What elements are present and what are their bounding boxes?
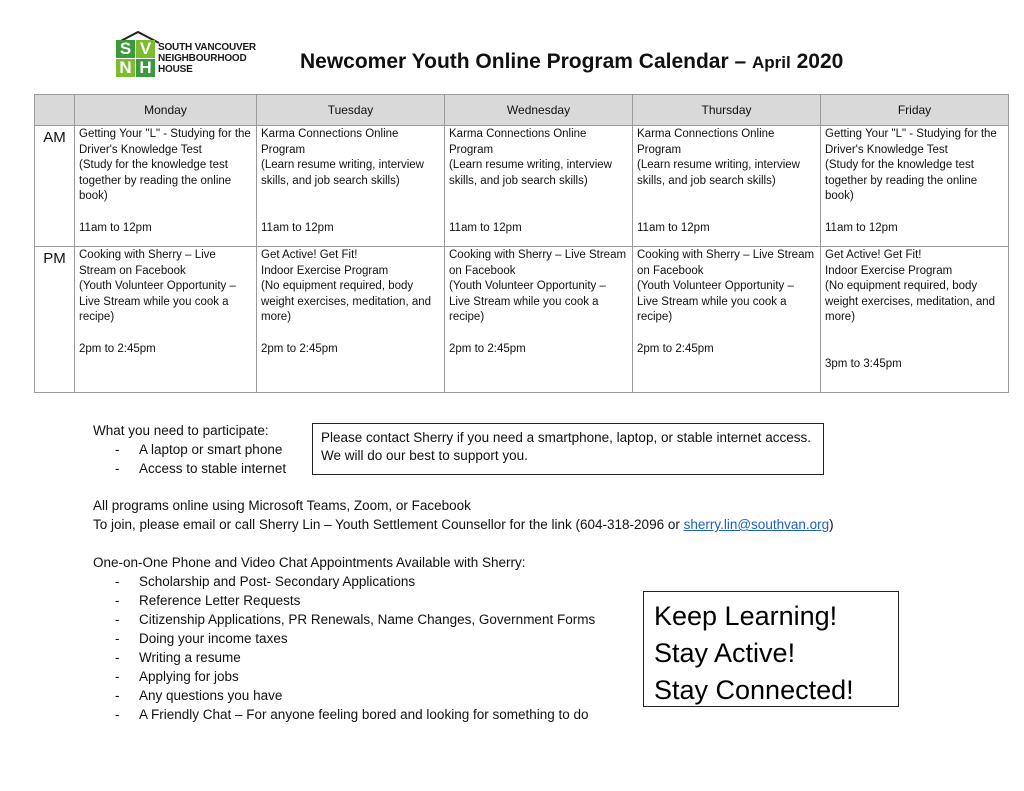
support-notice-box [312, 423, 824, 475]
title-year: 2020 [796, 50, 844, 73]
program-cell [821, 247, 1009, 393]
list-item: - Any questions you have [93, 686, 595, 705]
list-item: - Doing your income taxes [93, 629, 595, 648]
slogan-line: Stay Connected! [654, 675, 854, 705]
logo-letter-v: V [136, 40, 155, 58]
platforms-line: All programs online using Microsoft Teams, Zoom, or Facebook [93, 498, 471, 513]
program-text: Karma Connections Online Program (Learn resume writing, interview skills, and job search skills) 11am to 12pm [637, 128, 800, 234]
program-text: Getting Your "L" - Studying for the Driver's Knowledge Test (Study for the knowledge test together by reading the online book) 11am to 12pm [825, 128, 997, 234]
table-header-row [35, 95, 1009, 126]
day-header: Wednesday [445, 95, 633, 126]
program-text: Get Active! Get Fit! Indoor Exercise Program (No equipment required, body weight exercises, meditation, and more) 3pm to 3:45pm [825, 249, 996, 371]
program-text: Karma Connections Online Program (Learn resume writing, interview skills, and job search skills) 11am to 12pm [449, 128, 612, 234]
requirements-section [93, 421, 286, 478]
support-notice-text: Please contact Sherry if you need a smartphone, laptop, or stable internet access. We will do our best to support you. [321, 430, 812, 463]
program-cell [445, 247, 633, 393]
program-text: Cooking with Sherry – Live Stream on Facebook (Youth Volunteer Opportunity – Live Stream while you cook a recipe) 2pm to 2:45pm [449, 249, 627, 355]
logo-letter-h: H [136, 59, 155, 77]
program-text: Cooking with Sherry – Live Stream on Facebook (Youth Volunteer Opportunity – Live Stream while you cook a recipe) 2pm to 2:45pm [79, 249, 236, 355]
corner-cell [35, 95, 75, 126]
online-info [93, 496, 834, 534]
program-cell [257, 126, 445, 247]
join-text-end: ) [829, 517, 834, 532]
logo-letter-s: S [116, 40, 135, 58]
logo-mark [116, 40, 156, 78]
list-item: - A Friendly Chat – For anyone feeling bored and looking for something to do [93, 705, 595, 724]
program-text: Get Active! Get Fit! Indoor Exercise Program (No equipment required, body weight exercises, meditation, and more) 2pm to 2:45pm [261, 249, 432, 355]
program-cell [75, 126, 257, 247]
join-text: To join, please email or call Sherry Lin – Youth Settlement Counsellor for the link (604-318-2096 or [93, 517, 684, 532]
title-month: April [752, 53, 791, 72]
program-cell [633, 247, 821, 393]
list-item: - A laptop or smart phone [93, 440, 286, 459]
join-line [93, 515, 834, 534]
day-header: Friday [821, 95, 1009, 126]
program-calendar-table [34, 94, 1009, 393]
program-cell [821, 126, 1009, 247]
row-label-am: AM [35, 126, 75, 247]
program-cell [445, 126, 633, 247]
logo-line: SOUTH VANCOUVER [158, 42, 256, 53]
appointments-section [93, 553, 595, 724]
list-item: - Access to stable internet [93, 459, 286, 478]
requirements-heading: What you need to participate: [93, 423, 269, 438]
program-cell [75, 247, 257, 393]
table-row [35, 126, 1009, 247]
list-item: - Reference Letter Requests [93, 591, 595, 610]
slogan-box [643, 591, 899, 707]
appointments-list [93, 572, 595, 724]
email-link[interactable]: sherry.lin@southvan.org [683, 517, 830, 532]
row-label-pm: PM [35, 247, 75, 393]
day-header: Monday [75, 95, 257, 126]
list-item: - Writing a resume [93, 648, 595, 667]
program-text: Cooking with Sherry – Live Stream on Facebook (Youth Volunteer Opportunity – Live Stream while you cook a recipe) 2pm to 2:45pm [637, 249, 815, 355]
slogan-line: Keep Learning! [654, 601, 838, 631]
logo-line: NEIGHBOURHOOD [158, 53, 247, 64]
appointments-heading: One-on-One Phone and Video Chat Appointments Available with Sherry: [93, 555, 526, 570]
logo-wordmark [158, 42, 258, 75]
slogan-line: Stay Active! [654, 638, 796, 668]
program-text: Getting Your "L" - Studying for the Driver's Knowledge Test (Study for the knowledge test together by reading the online book) 11am to 12pm [79, 128, 251, 234]
program-cell [633, 126, 821, 247]
requirements-list [93, 440, 286, 478]
day-header: Tuesday [257, 95, 445, 126]
page-title [300, 50, 843, 74]
program-cell [257, 247, 445, 393]
program-text: Karma Connections Online Program (Learn resume writing, interview skills, and job search skills) 11am to 12pm [261, 128, 424, 234]
logo-line: HOUSE [158, 64, 193, 75]
logo-letter-n: N [116, 59, 135, 77]
day-header: Thursday [633, 95, 821, 126]
list-item: - Citizenship Applications, PR Renewals, Name Changes, Government Forms [93, 610, 595, 629]
list-item: - Applying for jobs [93, 667, 595, 686]
title-main: Newcomer Youth Online Program Calendar – [300, 50, 747, 73]
organization-logo [116, 30, 256, 80]
table-row [35, 247, 1009, 393]
list-item: - Scholarship and Post- Secondary Applications [93, 572, 595, 591]
